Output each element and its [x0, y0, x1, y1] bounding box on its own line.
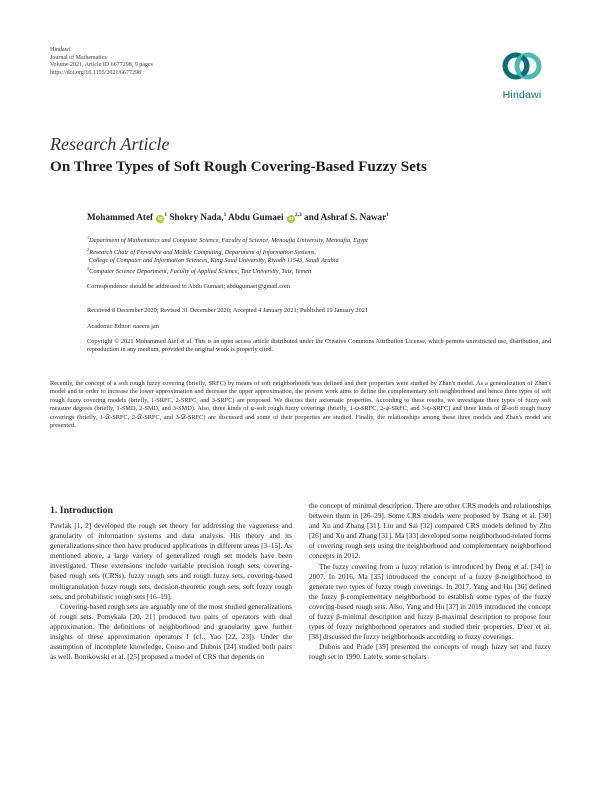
paragraph: Covering-based rough sets are arguably one of the most studied generalizations of rough sets. Pomykała [20, 21] produced two pairs of operators with dual approximation. The definitions of neighborhood and granularity gave further insights of these approximation operators I (cf., Yao [22, 23]). Under the assumption of incomplete knowledge, Couso and Dubois [24] studied both pairs as well. Bonikowski et al. [25] proposed a model of CRS that depends on [50, 601, 292, 662]
author-affiliation-marker: 2,3 [294, 212, 302, 218]
journal-info [50, 47, 153, 77]
affiliation-line: College of Computer and Information Sciences, King Saud University, Riyadh 11543, Saudi Arabia [88, 257, 339, 264]
publisher-name: Hindawi [50, 47, 71, 53]
author-name[interactable]: Mohammed Atef [87, 212, 154, 223]
journal-name: Journal of Mathematics [50, 54, 107, 61]
author-name[interactable]: Abdu Gumaei [228, 212, 284, 223]
affiliations [87, 234, 551, 277]
volume-info: Volume 2021, Article ID 6677298, 9 pages [50, 62, 153, 69]
publication-dates: Received 8 December 2020; Revised 31 December 2020; Accepted 4 January 2021; Published 19 January 2021 [87, 307, 369, 314]
author-name[interactable]: Shokry Nada, [169, 212, 224, 223]
section-heading: 1. Introduction [50, 505, 113, 516]
author-affiliation-marker: 1 [223, 212, 227, 218]
affiliation-line: $^1$Department of Mathematics and Computer Science, Faculty of Science, Menoufia University, Menoufia, Egypt [87, 235, 368, 245]
abstract: Recently, the concept of a soft rough fuzzy covering (briefly, SRFC) by means of soft neighborhoods was defined and their properties were studied by Zhan's model. As a generalization of Zhan's model and in order to increase the lower approximation and decrease the upper approximation, the present work aims to define the complementary soft neighborhood and hence three types of soft rough fuzzy covering models (briefly, 1-SRFC, 2-SRFC, and 3-SRFC) are proposed. We discuss their axiomatic properties. According to these results, we investigate three types of fuzzy soft measure degrees (briefly, 1-SMD, 2-SMD, and 3-SMD). Also, three kinds of ψ-soft rough fuzzy coverings (briefly, 1-ψ-SRFC, 2-ψ-SRFC, and 3-ψ-SRFC) and three kinds of 𝒟-soft rough fuzzy coverings (briefly, 1-𝒟-SRFC, 2-𝒟-SRFC, and 3-𝒟-SRFC) are discussed and some of their properties are studied. Finally, the relationships among these three models and Zhan's model are presented. [50, 380, 551, 430]
paragraph: The fuzzy covering from a fuzzy relation is introduced by Deng et al. [34] in 2007. In 2016, Ma [35] introduced the concept of a fuzzy β-neighborhood to generate two types of fuzzy rough coverings. In 2017, Yang and Hu [36] defined the fuzzy β-complementary neighborhood to establish some types of the fuzzy covering-based rough sets. Also, Yang and Hu [37] in 2019 introduced the concept of fuzzy β-minimal description and fuzzy β-maximal description to propose four types of fuzzy neighborhood operators and studied their properties. D'eer et al. [38] discussed the fuzzy neighborhoods according to fuzzy coverings. [309, 561, 551, 642]
orcid-icon[interactable]: iD [288, 216, 294, 222]
correspondence: Correspondence should be addressed to Abdu Gumaei; abdugumaei@gmail.com [87, 283, 291, 290]
hindawi-logo-icon [499, 46, 545, 86]
body-column-left [50, 521, 292, 662]
affiliation-line: $^2$Research Chair of Pervasive and Mobile Computing, Department of Information Systems, [87, 246, 316, 256]
doi-link[interactable]: https://doi.org/10.1155/2021/6677298 [50, 69, 142, 76]
orcid-icon[interactable]: iD [158, 216, 163, 222]
author-name[interactable]: and Ashraf S. Nawar [303, 212, 387, 223]
logo-text: Hindawi [502, 89, 542, 101]
copyright-notice: Copyright © 2021 Mohammed Atef et al. This is an open access article distributed under the Creative Commons Attribution License, which permits unrestricted use, distribution, and reproduction in any medium, provided the original work is properly cited. [87, 338, 551, 354]
academic-editor: Academic Editor: naeem jan [87, 323, 159, 330]
paragraph: Pawlak [1, 2] developed the rough set theory for addressing the vagueness and granularity of information systems and data analysis. His theory and its generalizations since then have produced applications in different areas [3–15]. As mentioned above, a large variety of generalized rough set models have been investigated. These extensions include variable precision rough sets, covering-based rough sets (CRSs), fuzzy rough sets and rough fuzzy sets, covering-based multigranulation fuzzy rough sets, decision-theoretic rough sets, soft fuzzy rough sets, and probabilistic rough sets [16–19]. [50, 521, 292, 601]
author-affiliation-marker: 1 [386, 212, 389, 218]
article-type: Research Article [50, 134, 170, 154]
author-affiliation-marker: 1 [164, 212, 168, 218]
body-column-right [309, 501, 551, 663]
paragraph: the concept of minimal description. There are other CRS models and relationships between them in [26–29]. Some CRS models were proposed by Tsang et al. [30] and Xu and Zhang [31]. Liu and Sai [32] compared CRS models defined by Zhu [26] and Xu and Zhang [31]. Ma [33] developed some neighborhood-related forms of covering rough sets using the neighborhood and complementary neighborhood concepts in 2012. [309, 501, 551, 561]
affiliation-line: $^3$Computer Science Department, Faculty of Applied Science, Taiz University, Taiz, Yemen [87, 266, 312, 276]
paragraph: Dubois and Prade [39] presented the concepts of rough fuzzy set and fuzzy rough set in 1990. Lately, some scholars [309, 642, 551, 662]
hindawi-logo [493, 46, 551, 106]
author-list [87, 212, 389, 223]
article-title: On Three Types of Soft Rough Covering-Based Fuzzy Sets [50, 158, 427, 175]
